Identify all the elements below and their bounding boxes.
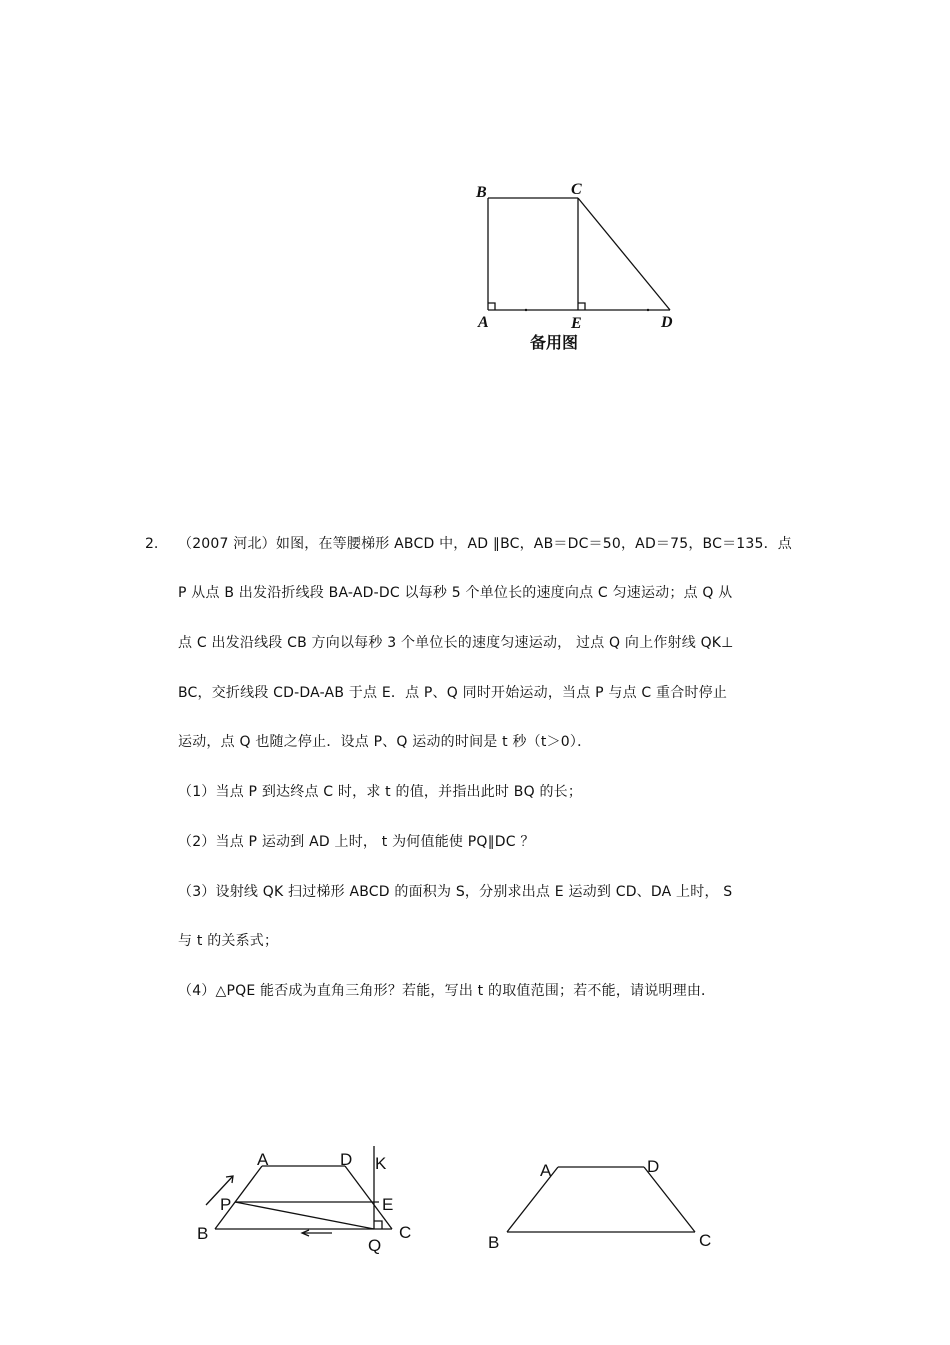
- problem-line-3: 点 C 出发沿线段 CB 方向以每秒 3 个单位长的速度匀速运动， 过点 Q 向上作射线 QK⊥: [178, 635, 734, 651]
- right-angle-mark-e: [578, 303, 585, 310]
- figure-left: [190, 1140, 420, 1260]
- label-k: K: [375, 1154, 387, 1173]
- label-b: B: [476, 184, 487, 201]
- question-3-cont: 与 t 的关系式；: [178, 933, 279, 949]
- problem-line-1: （2007 河北）如图，在等腰梯形 ABCD 中，AD ∥BC，AB＝DC＝50，AD＝75，BC＝135．点: [178, 536, 792, 552]
- label-c: C: [571, 181, 582, 198]
- label-q: Q: [368, 1236, 382, 1255]
- problem-line-5: 运动，点 Q 也随之停止．设点 P、Q 运动的时间是 t 秒（t＞0）．: [178, 734, 592, 750]
- label-a: A: [540, 1161, 552, 1180]
- label-e: E: [571, 315, 582, 332]
- label-d: D: [340, 1150, 353, 1169]
- label-b: B: [197, 1224, 209, 1243]
- problem-line-4: BC，交折线段 CD-DA-AB 于点 E．点 P、Q 同时开始运动，当点 P 与点 C 重合时停止: [178, 685, 728, 701]
- label-c: C: [699, 1231, 712, 1250]
- problem-line-2: P 从点 B 出发沿折线段 BA-AD-DC 以每秒 5 个单位长的速度向点 C 匀速运动；点 Q 从: [178, 585, 733, 601]
- label-e: E: [382, 1195, 394, 1214]
- label-d: D: [647, 1157, 660, 1176]
- segment-cd: [578, 198, 670, 310]
- figure-right: [480, 1150, 720, 1260]
- right-angle-mark-q: [374, 1221, 382, 1229]
- label-c: C: [399, 1223, 412, 1242]
- question-3: （3）设射线 QK 扫过梯形 ABCD 的面积为 S，分别求出点 E 运动到 CD、DA 上时， S: [178, 884, 733, 900]
- label-p: P: [220, 1195, 232, 1214]
- figure-caption: 备用图: [530, 335, 579, 352]
- right-angle-mark-a: [488, 303, 495, 310]
- label-a: A: [257, 1150, 269, 1169]
- figure-top: [460, 175, 700, 360]
- question-2: （2）当点 P 运动到 AD 上时， t 为何值能使 PQ∥DC ？: [178, 834, 535, 850]
- question-4: （4）△PQE 能否成为直角三角形？若能，写出 t 的取值范围；若不能，请说明理由．: [178, 983, 716, 999]
- segment-dc: [644, 1167, 695, 1232]
- segment-pq: [235, 1202, 374, 1229]
- label-b: B: [488, 1233, 500, 1252]
- label-d: D: [661, 314, 673, 331]
- label-a: A: [478, 314, 489, 331]
- question-1: （1）当点 P 到达终点 C 时，求 t 的值，并指出此时 BQ 的长；: [178, 784, 583, 800]
- problem-number: 2.: [145, 536, 159, 552]
